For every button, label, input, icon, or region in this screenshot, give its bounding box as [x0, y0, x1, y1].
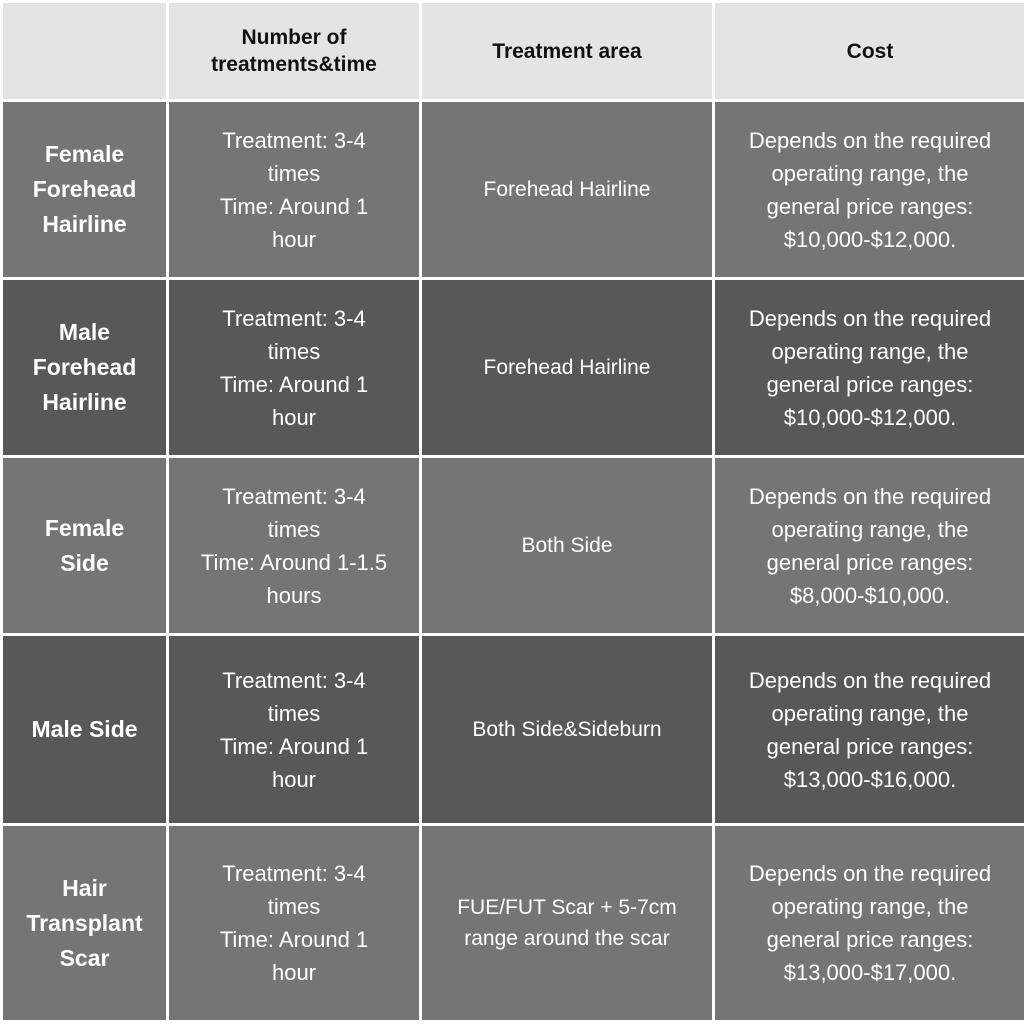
header-treatments-time-line2: treatments&time	[211, 53, 377, 76]
cost-cell	[715, 458, 1024, 633]
text-line: hour	[271, 960, 317, 985]
treatment-area-cell	[422, 458, 712, 633]
cost-cell	[715, 280, 1024, 455]
row-label-line: Female	[44, 514, 125, 541]
text-line: operating range, the	[771, 338, 969, 364]
text-line: Time: Around 1-1.5	[200, 549, 388, 575]
text-line: times	[267, 700, 321, 726]
treatments-time-cell	[169, 636, 419, 823]
row-label-line: Side	[60, 549, 109, 576]
header-treatments-time	[169, 3, 419, 99]
row-label-line: Hairline	[42, 211, 127, 237]
row-label-female-side	[3, 458, 166, 633]
row-label-line: Male	[58, 319, 111, 345]
row-label-female-forehead-hairline	[3, 102, 166, 277]
text-line: Treatment: 3-4	[222, 483, 366, 509]
row-label-male-side	[3, 636, 166, 823]
text-line: times	[267, 894, 321, 919]
treatment-area-cell	[422, 826, 712, 1020]
text-line: Time: Around 1	[219, 733, 369, 759]
treatment-area-cell	[422, 636, 712, 823]
text-line: general price ranges:	[766, 733, 974, 759]
cost-cell	[715, 102, 1024, 277]
text-line: Depends on the required	[748, 861, 992, 886]
row-label-line: Forehead	[32, 354, 137, 380]
text-line: hours	[266, 582, 322, 608]
text-line: Treatment: 3-4	[222, 861, 366, 886]
text-line: operating range, the	[771, 160, 969, 186]
cost-cell	[715, 826, 1024, 1020]
text-line: Time: Around 1	[219, 371, 369, 397]
row-label-line: Forehead	[32, 176, 137, 202]
text-line: FUE/FUT Scar + 5-7cm	[457, 896, 677, 919]
text-line: $8,000-$10,000.	[789, 582, 951, 608]
row-label-line: Scar	[59, 944, 110, 971]
cost-cell	[715, 636, 1024, 823]
text-line: general price ranges:	[766, 927, 974, 952]
row-label-line: Hairline	[42, 389, 127, 415]
row-label-line: Female	[44, 141, 125, 167]
text-line: Treatment: 3-4	[222, 305, 366, 331]
treatment-area-cell	[422, 280, 712, 455]
text-line: Depends on the required	[748, 667, 992, 693]
text-line: Time: Around 1	[219, 193, 369, 219]
row-label-male-forehead-hairline	[3, 280, 166, 455]
row-label-hair-transplant-scar	[3, 826, 166, 1020]
text-line: Depends on the required	[748, 127, 992, 153]
text-line: times	[267, 160, 321, 186]
treatments-time-cell	[169, 826, 419, 1020]
text-line: operating range, the	[771, 516, 969, 542]
text-line: Treatment: 3-4	[222, 127, 366, 153]
text-line: general price ranges:	[766, 549, 974, 575]
text-line: $13,000-$17,000.	[783, 960, 957, 985]
text-line: Depends on the required	[748, 483, 992, 509]
text-line: Forehead Hairline	[483, 356, 651, 379]
text-line: $13,000-$16,000.	[783, 766, 957, 792]
header-empty-cell	[3, 3, 166, 99]
text-line: Time: Around 1	[219, 927, 369, 952]
text-line: general price ranges:	[766, 371, 974, 397]
row-label-line: Male Side	[31, 716, 138, 742]
text-line: times	[267, 338, 321, 364]
header-treatments-time-line1: Number of	[241, 26, 347, 49]
row-label-line: Hair	[62, 874, 107, 901]
text-line: Both Side	[521, 534, 613, 557]
text-line: Both Side&Sideburn	[472, 718, 662, 741]
text-line: Depends on the required	[748, 305, 992, 331]
header-treatment-area: Treatment area	[422, 3, 712, 99]
text-line: hour	[271, 404, 317, 430]
row-label-line: Transplant	[26, 909, 143, 936]
text-line: range around the scar	[464, 927, 670, 950]
text-line: $10,000-$12,000.	[783, 226, 957, 252]
treatment-area-cell	[422, 102, 712, 277]
text-line: times	[267, 516, 321, 542]
text-line: Treatment: 3-4	[222, 667, 366, 693]
treatments-time-cell	[169, 280, 419, 455]
text-line: hour	[271, 766, 317, 792]
text-line: Forehead Hairline	[483, 178, 651, 201]
header-cost: Cost	[715, 3, 1024, 99]
treatments-time-cell	[169, 102, 419, 277]
text-line: $10,000-$12,000.	[783, 404, 957, 430]
text-line: hour	[271, 226, 317, 252]
treatments-time-cell	[169, 458, 419, 633]
text-line: general price ranges:	[766, 193, 974, 219]
text-line: operating range, the	[771, 700, 969, 726]
text-line: operating range, the	[771, 894, 969, 919]
